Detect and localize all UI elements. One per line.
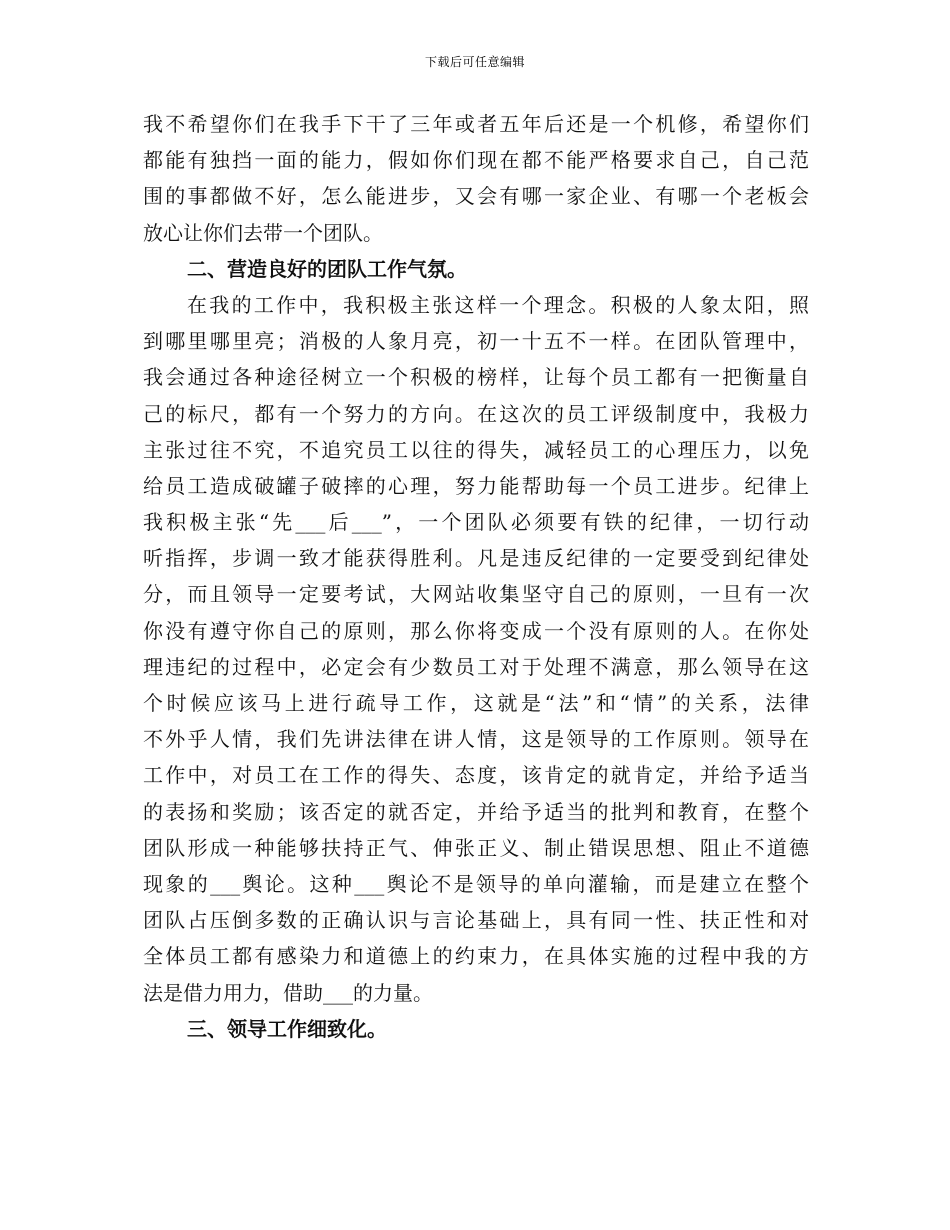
paragraph-line: 都能有独挡一面的能力，假如你们现在都不能严格要求自己，自己范: [143, 148, 809, 173]
paragraph-line: 围的事都做不好，怎么能进步，又会有哪一家企业、有哪一个老板会: [143, 184, 809, 209]
paragraph-line: 的表扬和奖励；该否定的就否定，并给予适当的批判和教育，在整个: [143, 799, 809, 824]
paragraph-line: 到哪里哪里亮；消极的人象月亮，初一十五不一样。在团队管理中，: [143, 329, 809, 354]
paragraph-line: 你没有遵守你自己的原则，那么你将变成一个没有原则的人。在你处: [143, 618, 809, 643]
paragraph-line: 全体员工都有感染力和道德上的约束力，在具体实施的过程中我的方: [143, 944, 809, 969]
paragraph-line: 不外乎人情，我们先讲法律在讲人情，这是领导的工作原则。领导在: [143, 727, 809, 752]
paragraph-line: 个时候应该马上进行疏导工作，这就是“法”和“情”的关系，法律: [143, 691, 809, 715]
paragraph-line: 工作中，对员工在工作的得失、态度，该肯定的就肯定，并给予适当: [143, 763, 809, 788]
paragraph-line: 分，而且领导一定要考试，大网站收集坚守自己的原则，一旦有一次: [143, 582, 809, 607]
paragraph-line: 我积极主张“先___后___”，一个团队必须要有铁的纪律，一切行动: [143, 510, 809, 535]
paragraph-line: 团队占压倒多数的正确认识与言论基础上，具有同一性、扶正性和对: [143, 908, 809, 933]
paragraph-line: 法是借力用力，借助___的力量。: [143, 980, 433, 1005]
paragraph-line: 己的标尺，都有一个努力的方向。在这次的员工评级制度中，我极力: [143, 401, 809, 426]
paragraph-line: 现象的___舆论。这种___舆论不是领导的单向灌输，而是建立在整个: [143, 871, 809, 896]
paragraph-line: 给员工造成破罐子破摔的心理，努力能帮助每一个员工进步。纪律上: [143, 473, 809, 498]
page-header: 下载后可任意编辑: [424, 55, 525, 69]
paragraph-line: 我会通过各种途径树立一个积极的榜样，让每个员工都有一把衡量自: [143, 365, 809, 390]
paragraph-line: 理违纪的过程中，必定会有少数员工对于处理不满意，那么领导在这: [143, 654, 809, 679]
section-heading: 二、营造良好的团队工作气氛。: [187, 256, 467, 281]
paragraph-line: 放心让你们去带一个团队。: [143, 220, 383, 245]
paragraph-line: 主张过往不究，不追究员工以往的得失，减轻员工的心理压力，以免: [143, 437, 809, 462]
document-body: [143, 106, 809, 1047]
paragraph-line: 我不希望你们在我手下干了三年或者五年后还是一个机修，希望你们: [143, 112, 809, 136]
paragraph-line: 团队形成一种能够扶持正气、伸张正义、制止错误思想、阻止不道德: [143, 835, 809, 860]
section-heading: 三、领导工作细致化。: [187, 1016, 387, 1041]
paragraph-line: 听指挥，步调一致才能获得胜利。凡是违反纪律的一定要受到纪律处: [143, 546, 809, 571]
paragraph-line: 在我的工作中，我积极主张这样一个理念。积极的人象太阳，照: [187, 292, 809, 317]
